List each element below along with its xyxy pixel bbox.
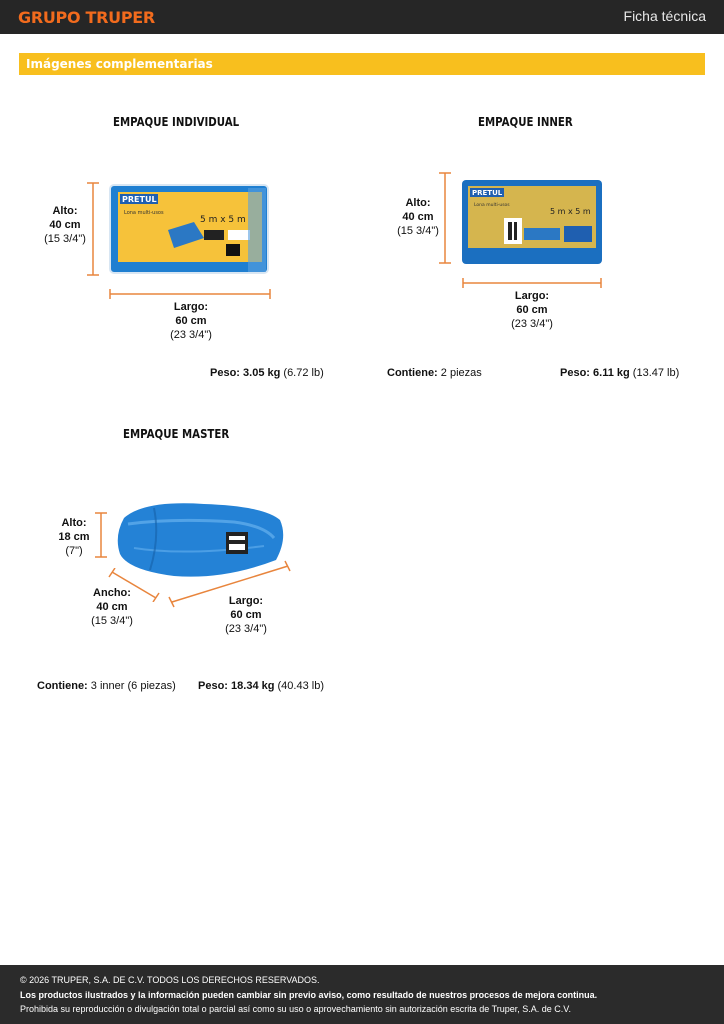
alto-metric: 40 cm	[49, 219, 81, 231]
peso-metric: 18.34 kg	[231, 680, 275, 692]
individual-alto	[38, 204, 92, 246]
ancho-imperial: (15 3/4")	[91, 615, 133, 627]
largo-metric: 60 cm	[230, 609, 262, 621]
peso-label: Peso:	[210, 367, 240, 379]
brand-logo: GRUPO TRUPER	[18, 8, 155, 27]
alto-label: Alto:	[52, 205, 78, 217]
peso-label: Peso:	[198, 680, 228, 692]
peso-imperial: (13.47 lb)	[632, 367, 680, 379]
contiene-value: 3 inner (6 piezas)	[90, 680, 176, 692]
footer-notice: Los productos ilustrados y la información pueden cambiar sin previo aviso, como resultado de nuestros procesos de mejora continua.	[20, 990, 598, 1000]
individual-package-product: Lona multi-usos	[124, 210, 164, 216]
alto-metric: 18 cm	[58, 531, 90, 543]
individual-length-arrow	[108, 288, 272, 300]
inner-largo	[502, 289, 562, 331]
alto-label: Alto:	[405, 197, 431, 209]
contiene-label: Contiene:	[37, 680, 88, 692]
ancho-metric: 40 cm	[96, 601, 128, 613]
inner-contiene	[387, 367, 482, 379]
section-title: Imágenes complementarias	[26, 57, 213, 71]
alto-imperial: (7")	[65, 545, 83, 557]
largo-metric: 60 cm	[516, 304, 548, 316]
largo-imperial: (23 3/4")	[225, 623, 267, 635]
master-contiene	[37, 680, 176, 692]
master-largo	[216, 594, 276, 636]
largo-imperial: (23 3/4")	[511, 318, 553, 330]
inner-peso	[560, 367, 679, 379]
alto-metric: 40 cm	[402, 211, 434, 223]
peso-label: Peso:	[560, 367, 590, 379]
footer-prohibition: Prohibida su reproducción o divulgación total o parcial así como su uso o aprovechamiento sin autorización escrita de Truper, S.A. de C.V.	[20, 1004, 571, 1014]
alto-label: Alto:	[61, 517, 87, 529]
largo-label: Largo:	[514, 290, 550, 302]
largo-label: Largo:	[173, 301, 209, 313]
master-ancho	[86, 586, 138, 628]
individual-package-size: 5 m x 5 m	[200, 215, 246, 225]
master-peso	[198, 680, 324, 692]
document-type: Ficha técnica	[623, 8, 706, 24]
contiene-label: Contiene:	[387, 367, 438, 379]
individual-package-brand: PRETUL	[122, 195, 157, 204]
alto-imperial: (15 3/4")	[397, 225, 439, 237]
inner-package-product: Lona multi-usos	[474, 203, 510, 208]
footer	[0, 965, 724, 1024]
individual-peso	[210, 367, 324, 379]
individual-title: EMPAQUE INDIVIDUAL	[113, 115, 240, 129]
individual-largo	[160, 300, 222, 342]
inner-title: EMPAQUE INNER	[478, 115, 573, 129]
peso-imperial: (6.72 lb)	[283, 367, 324, 379]
inner-length-arrow	[461, 277, 603, 289]
peso-metric: 6.11 kg	[593, 367, 630, 379]
inner-package-size: 5 m x 5 m	[550, 207, 591, 216]
inner-package-brand: PRETUL	[472, 189, 503, 197]
largo-label: Largo:	[228, 595, 264, 607]
top-bar	[0, 0, 724, 34]
alto-imperial: (15 3/4")	[44, 233, 86, 245]
largo-imperial: (23 3/4")	[170, 329, 212, 341]
peso-metric: 3.05 kg	[243, 367, 281, 379]
individual-package-image	[108, 182, 272, 276]
largo-metric: 60 cm	[175, 315, 207, 327]
ancho-label: Ancho:	[93, 587, 131, 599]
master-title: EMPAQUE MASTER	[123, 427, 230, 441]
master-alto	[52, 516, 96, 558]
footer-copyright: © 2026 TRUPER, S.A. DE C.V. TODOS LOS DERECHOS RESERVADOS.	[20, 975, 320, 985]
contiene-value: 2 piezas	[440, 367, 482, 379]
inner-package-image	[460, 178, 604, 266]
peso-imperial: (40.43 lb)	[277, 680, 324, 692]
master-height-arrow	[94, 512, 108, 558]
inner-alto	[392, 196, 444, 238]
section-header	[19, 53, 705, 75]
